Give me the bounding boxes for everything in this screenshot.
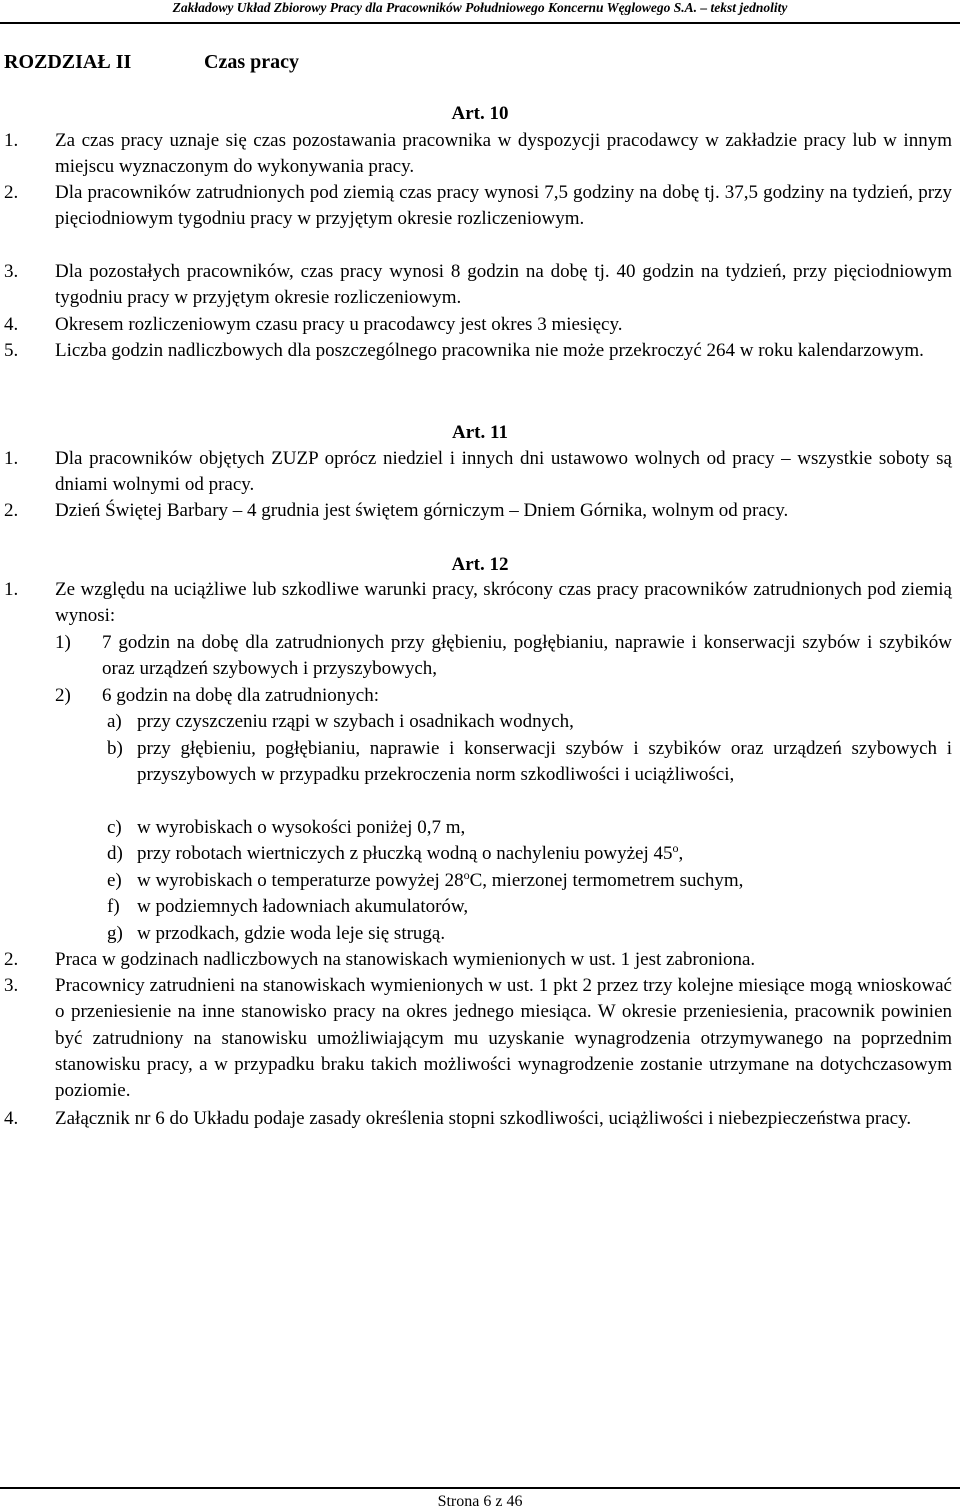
art12-item-4 — [4, 1106, 952, 1132]
art12-item-3 — [4, 973, 952, 1104]
letter-marker: e) — [107, 870, 122, 891]
item-number: 1. — [4, 579, 19, 600]
article-11-heading: Art. 11 — [452, 422, 508, 443]
art12-letter-d — [107, 841, 952, 867]
letter-marker: c) — [107, 817, 122, 838]
art12-letter-c — [107, 815, 952, 841]
item-text: Liczba godzin nadliczbowych dla poszczególnego pracownika nie może przekroczyć 264 w roku kalendarzowym. — [55, 340, 924, 361]
item-number: 1. — [4, 130, 19, 151]
letter-marker: b) — [107, 738, 123, 759]
art10-item-3 — [4, 259, 952, 312]
art12-point-1 — [55, 630, 952, 683]
letter-text: przy czyszczeniu rząpi w szybach i osadnikach wodnych, — [137, 711, 574, 732]
letter-text: przy robotach wiertniczych z płuczką wodną o nachyleniu powyżej 45$^o$, — [137, 841, 684, 864]
item-text: Dla pracowników objętych ZUZP oprócz niedziel i innych dni ustawowo wolnych od pracy – wszystkie soboty są dniami wolnymi od pracy. — [55, 448, 952, 496]
item-number: 4. — [4, 314, 19, 335]
item-text: Okresem rozliczeniowym czasu pracy u pracodawcy jest okres 3 miesięcy. — [55, 314, 623, 335]
letter-text: w wyrobiskach o wysokości poniżej 0,7 m, — [137, 817, 466, 838]
article-10-heading: Art. 10 — [451, 103, 509, 124]
degree-superscript: o — [672, 841, 679, 855]
point-number: 2) — [55, 685, 71, 706]
art10-item-4 — [4, 312, 952, 338]
article-12-heading: Art. 12 — [451, 554, 509, 575]
chapter-heading — [4, 50, 299, 74]
art12-letter-e — [107, 868, 952, 894]
letter-marker: d) — [107, 843, 123, 864]
letter-text: w wyrobiskach o temperaturze powyżej 28$^o$C, mierzonej termometrem suchym, — [137, 868, 744, 891]
art12-item-1 — [4, 577, 952, 630]
art12-item-2 — [4, 947, 952, 973]
item-text: Dzień Świętej Barbary – 4 grudnia jest świętem górniczym – Dniem Górnika, wolnym od pracy. — [55, 500, 789, 521]
running-header: Zakładowy Układ Zbiorowy Pracy dla Pracowników Południowego Koncernu Węglowego S.A. – tekst jednolity — [172, 0, 788, 15]
point-text: 6 godzin na dobę dla zatrudnionych: — [102, 685, 380, 706]
item-number: 4. — [4, 1108, 19, 1129]
art11-item-1 — [4, 446, 952, 499]
letter-marker: a) — [107, 711, 122, 732]
item-text: Za czas pracy uznaje się czas pozostawania pracownika w dyspozycji pracodawcy w zakładzie pracy lub w innym miejscu wyznaczonym do wykonywania pracy. — [55, 130, 952, 178]
art12-letter-g — [107, 921, 952, 947]
item-text: Dla pracowników zatrudnionych pod ziemią czas pracy wynosi 7,5 godziny na dobę tj. 37,5 godziny na tydzień, przy pięciodniowym tygodniu pracy w przyjętym okresie rozliczeniowym. — [55, 182, 952, 230]
item-number: 3. — [4, 261, 19, 282]
art12-letter-f — [107, 894, 952, 920]
art12-point-2 — [55, 683, 952, 709]
item-number: 1. — [4, 448, 19, 469]
header-rule — [0, 22, 960, 24]
item-number: 2. — [4, 500, 19, 521]
item-number: 2. — [4, 949, 19, 970]
item-text: Pracownicy zatrudnieni na stanowiskach wymienionych w ust. 1 pkt 2 przez trzy kolejne miesiące mogą wnioskować o przeniesienie na inne stanowisko pracy na okres jednego miesiąca. W okresie przeniesienia, pracownik powinien być zatrudniony na stanowisku umożliwiającym mu uzyskanie wynagrodzenia otrzymywanego na poprzednim stanowisku pracy, a w przypadku braku takich możliwości wynagrodzenie zostanie utrzymane na dotychczasowym poziomie. — [55, 975, 952, 1102]
letter-text: przy głębieniu, pogłębianiu, naprawie i konserwacji szybów i szybików oraz urządzeń szybowych i przyszybowych w przypadku przekroczenia norm szkodliwości i uciążliwości, — [137, 738, 952, 786]
degree-superscript: o — [463, 868, 470, 882]
page-number: Strona 6 z 46 — [437, 1493, 523, 1510]
item-text: Praca w godzinach nadliczbowych na stanowiskach wymienionych w ust. 1 jest zabroniona. — [55, 949, 756, 970]
point-number: 1) — [55, 632, 71, 653]
item-number: 2. — [4, 182, 19, 203]
chapter-title: Czas pracy — [204, 51, 299, 73]
art10-item-1 — [4, 128, 952, 181]
chapter-label: ROZDZIAŁ II — [4, 51, 132, 73]
art12-letter-a — [107, 709, 952, 735]
item-number: 3. — [4, 975, 19, 996]
letter-marker: f) — [107, 896, 120, 917]
item-text: Ze względu na uciążliwe lub szkodliwe warunki pracy, skrócony czas pracy pracowników zatrudnionych pod ziemią wynosi: — [55, 579, 952, 627]
item-text: Załącznik nr 6 do Układu podaje zasady określenia stopni szkodliwości, uciążliwości i niebezpieczeństwa pracy. — [55, 1108, 912, 1129]
art11-item-2 — [4, 498, 952, 524]
art12-letter-b — [107, 736, 952, 789]
item-text: Dla pozostałych pracowników, czas pracy wynosi 8 godzin na dobę tj. 40 godzin na tydzień, przy pięciodniowym tygodniu pracy w przyjętym okresie rozliczeniowym. — [55, 261, 952, 309]
letter-marker: g) — [107, 923, 123, 944]
point-text: 7 godzin na dobę dla zatrudnionych przy głębieniu, pogłębianiu, naprawie i konserwacji szybów i szybików oraz urządzeń szybowych i przyszybowych, — [102, 632, 952, 680]
footer-rule — [0, 1487, 960, 1489]
item-number: 5. — [4, 340, 19, 361]
letter-text: w przodkach, gdzie woda leje się strugą. — [137, 923, 446, 944]
art10-item-2 — [4, 180, 952, 233]
letter-text: w podziemnych ładowniach akumulatorów, — [137, 896, 469, 917]
art10-item-5 — [4, 338, 952, 364]
